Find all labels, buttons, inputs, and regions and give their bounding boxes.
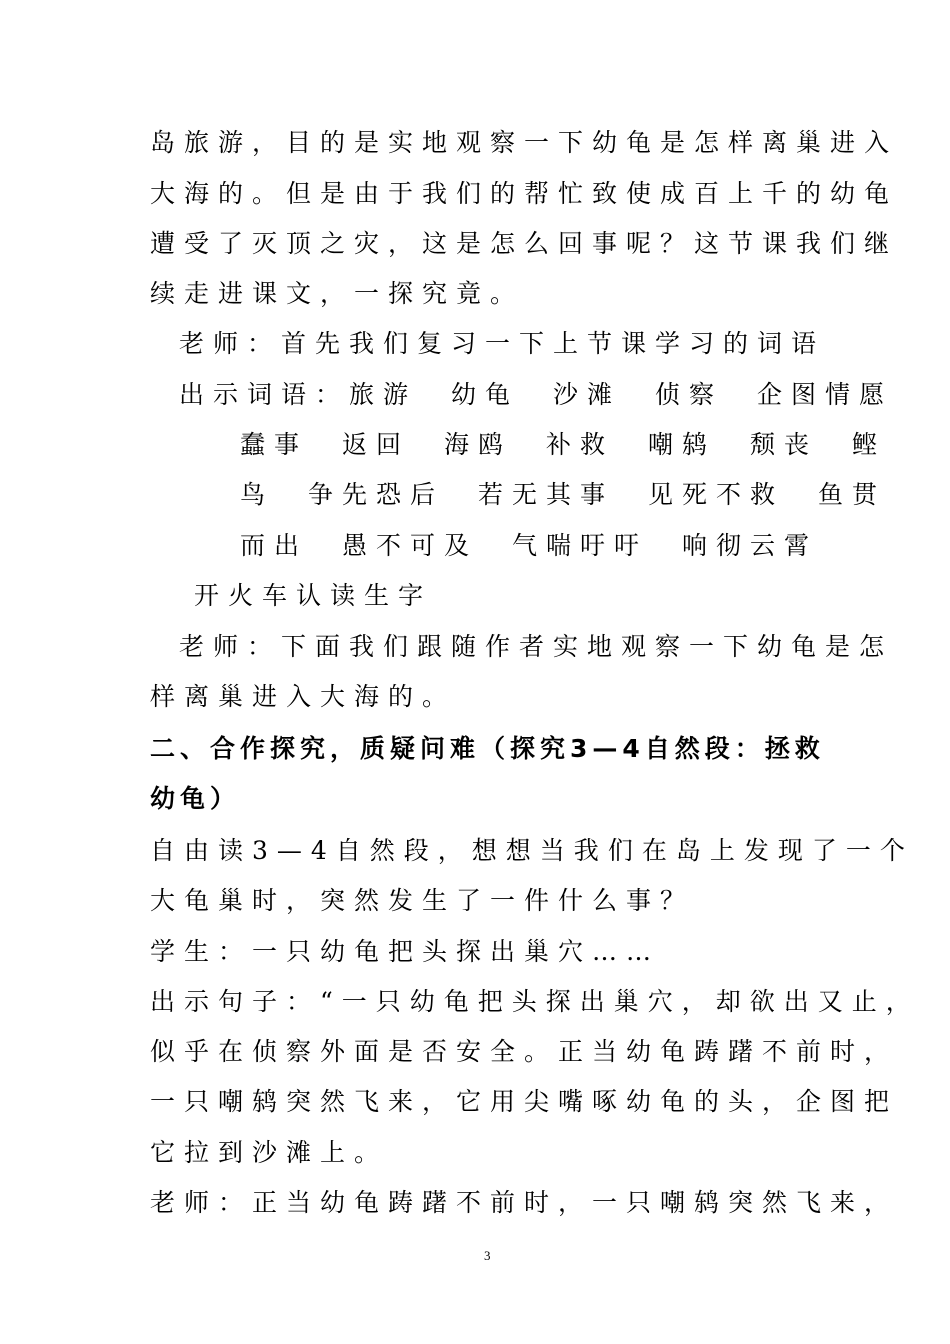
quoted-sentence-line: 出示句子：“一只幼龟把头探出巢穴，却欲出又止，	[150, 987, 920, 1016]
paragraph-line: 岛旅游，目的是实地观察一下幼龟是怎样离巢进入	[150, 128, 899, 157]
section-heading: 幼龟）	[150, 784, 241, 813]
quoted-sentence-line: 它拉到沙滩上。	[150, 1138, 389, 1167]
vocabulary-line: 而出 愚不可及 气喘吁吁 响彻云霄	[240, 531, 819, 560]
paragraph-line: 老师：正当幼龟踌躇不前时，一只嘲鸫突然飞来，	[150, 1188, 899, 1217]
vocabulary-line: 出示词语：旅游 幼龟 沙滩 侦察 企图情愿	[179, 380, 894, 409]
paragraph-line: 样离巢进入大海的。	[150, 682, 457, 711]
paragraph-line: 学生：一只幼龟把头探出巢穴……	[150, 937, 661, 966]
paragraph-line: 大龟巢时，突然发生了一件什么事？	[150, 886, 695, 915]
quoted-sentence-line: 似乎在侦察外面是否安全。正当幼龟踌躇不前时，	[150, 1037, 899, 1066]
paragraph-line: 自由读3—4自然段，想想当我们在岛上发现了一个	[150, 836, 914, 865]
paragraph-line: 续走进课文，一探究竟。	[150, 279, 525, 308]
paragraph-line: 老师：下面我们跟随作者实地观察一下幼龟是怎	[179, 632, 894, 661]
quoted-sentence-line: 一只嘲鸫突然飞来，它用尖嘴啄幼龟的头，企图把	[150, 1087, 899, 1116]
paragraph-line: 老师：首先我们复习一下上节课学习的词语	[179, 329, 826, 358]
paragraph-line: 遭受了灭顶之灾，这是怎么回事呢？这节课我们继	[150, 229, 899, 258]
paragraph-line: 大海的。但是由于我们的帮忙致使成百上千的幼龟	[150, 179, 899, 208]
paragraph-line: 开火车认读生字	[194, 581, 433, 610]
vocabulary-line: 蠢事 返回 海鸥 补救 嘲鸫 颓丧 鲣	[240, 430, 887, 459]
vocabulary-line: 鸟 争先恐后 若无其事 见死不救 鱼贯	[240, 480, 887, 509]
section-heading: 二、合作探究，质疑问难（探究3—4自然段：拯救	[150, 734, 825, 763]
page-number: 3	[484, 1248, 491, 1263]
